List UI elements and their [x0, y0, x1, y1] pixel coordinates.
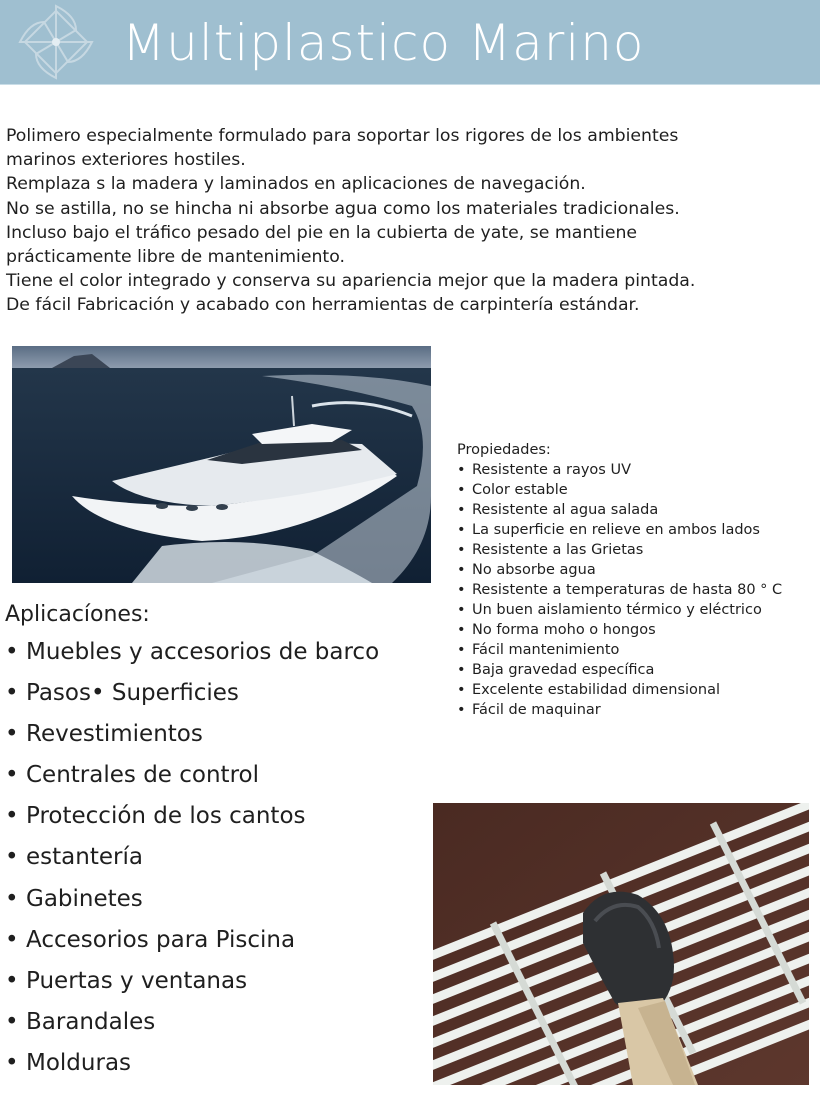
application-item [5, 673, 425, 714]
bullet-icon: • [5, 721, 19, 748]
application-item-label: Pasos• Superficies [26, 680, 239, 707]
property-item-label: Resistente a rayos UV [472, 462, 631, 478]
bullet-icon: • [457, 462, 466, 478]
bullet-icon: • [5, 680, 19, 707]
application-item [5, 920, 425, 961]
application-item [5, 879, 425, 920]
property-item [457, 520, 817, 540]
property-item-label: Baja gravedad específica [472, 662, 655, 678]
application-item-label: Puertas y ventanas [26, 967, 248, 994]
intro-line: Polimero especialmente formulado para soportar los rigores de los ambientes [6, 126, 679, 146]
application-item [5, 755, 425, 796]
property-item [457, 560, 817, 580]
intro-line: De fácil Fabricación y acabado con herramientas de carpintería estándar. [6, 295, 640, 316]
intro-line: Incluso bajo el tráfico pesado del pie en la cubierta de yate, se mantiene [6, 222, 638, 243]
property-item-label: Excelente estabilidad dimensional [472, 682, 721, 698]
properties-list [457, 460, 817, 720]
yacht-photo [12, 346, 431, 583]
application-item-label: Centrales de control [26, 762, 259, 789]
property-item [457, 500, 817, 520]
property-item-label: Fácil de maquinar [472, 702, 601, 718]
intro-paragraph [6, 124, 816, 318]
bullet-icon: • [457, 502, 466, 518]
application-item-label: Accesorios para Piscina [26, 926, 296, 953]
bullet-icon: • [457, 662, 466, 678]
bullet-icon: • [457, 562, 466, 578]
pinwheel-logo-icon [14, 2, 98, 82]
applications-list [5, 632, 425, 1084]
bullet-icon: • [5, 844, 19, 871]
bullet-icon: • [5, 1049, 19, 1076]
application-item-label: Revestimientos [26, 721, 203, 748]
property-item [457, 700, 817, 720]
property-item [457, 680, 817, 700]
intro-line: marinos exteriores hostiles. [6, 150, 246, 171]
bullet-icon: • [5, 885, 19, 912]
application-item [5, 714, 425, 755]
bullet-icon: • [457, 602, 466, 618]
intro-line: prácticamente libre de mantenimiento. [6, 247, 345, 268]
application-item [5, 961, 425, 1002]
property-item [457, 480, 817, 500]
bullet-icon: • [457, 702, 466, 718]
application-item-label: Protección de los cantos [26, 803, 306, 830]
header-banner [0, 0, 820, 85]
property-item-label: No absorbe agua [472, 562, 596, 578]
property-item [457, 540, 817, 560]
property-item-label: Fácil mantenimiento [472, 642, 620, 658]
bullet-icon: • [457, 642, 466, 658]
application-item-label: Muebles y accesorios de barco [26, 639, 380, 665]
property-item-label: Color estable [472, 482, 568, 498]
application-item-label: Gabinetes [26, 885, 143, 912]
intro-line: Remplaza s la madera y laminados en aplicaciones de navegación. [6, 174, 586, 195]
application-item [5, 1043, 425, 1084]
properties-title: Propiedades: [457, 442, 551, 458]
bullet-icon: • [5, 762, 19, 789]
properties-section [457, 440, 817, 720]
bullet-icon: • [5, 639, 19, 665]
grating-photo [433, 803, 809, 1085]
bullet-icon: • [457, 482, 466, 498]
applications-section [5, 598, 425, 1084]
application-item [5, 796, 425, 837]
property-item [457, 600, 817, 620]
property-item [457, 580, 817, 600]
intro-line: No se astilla, no se hincha ni absorbe agua como los materiales tradicionales. [6, 198, 680, 219]
property-item [457, 620, 817, 640]
property-item-label: La superficie en relieve en ambos lados [472, 522, 760, 538]
bullet-icon: • [457, 522, 466, 538]
application-item [5, 632, 425, 673]
bullet-icon: • [5, 926, 19, 953]
property-item-label: No forma moho o hongos [472, 622, 656, 638]
property-item-label: Resistente a las Grietas [472, 542, 644, 558]
bullet-icon: • [457, 582, 466, 598]
property-item-label: Resistente a temperaturas de hasta 80 ° C [472, 582, 783, 598]
application-item [5, 1002, 425, 1043]
application-item-label: Molduras [26, 1049, 132, 1076]
intro-line: Tiene el color integrado y conserva su apariencia mejor que la madera pintada. [6, 271, 696, 292]
bullet-icon: • [457, 542, 466, 558]
property-item [457, 660, 817, 680]
page-title: Multiplastico Marino [122, 14, 645, 72]
bullet-icon: • [457, 622, 466, 638]
bullet-icon: • [5, 1008, 19, 1035]
application-item-label: estantería [26, 844, 143, 871]
property-item-label: Un buen aislamiento térmico y eléctrico [472, 602, 762, 618]
bullet-icon: • [5, 967, 19, 994]
application-item-label: Barandales [26, 1008, 156, 1035]
property-item [457, 460, 817, 480]
applications-title: Aplicacíones: [5, 602, 150, 627]
application-item [5, 837, 425, 878]
property-item [457, 640, 817, 660]
bullet-icon: • [5, 803, 19, 830]
bullet-icon: • [457, 682, 466, 698]
property-item-label: Resistente al agua salada [472, 502, 659, 518]
